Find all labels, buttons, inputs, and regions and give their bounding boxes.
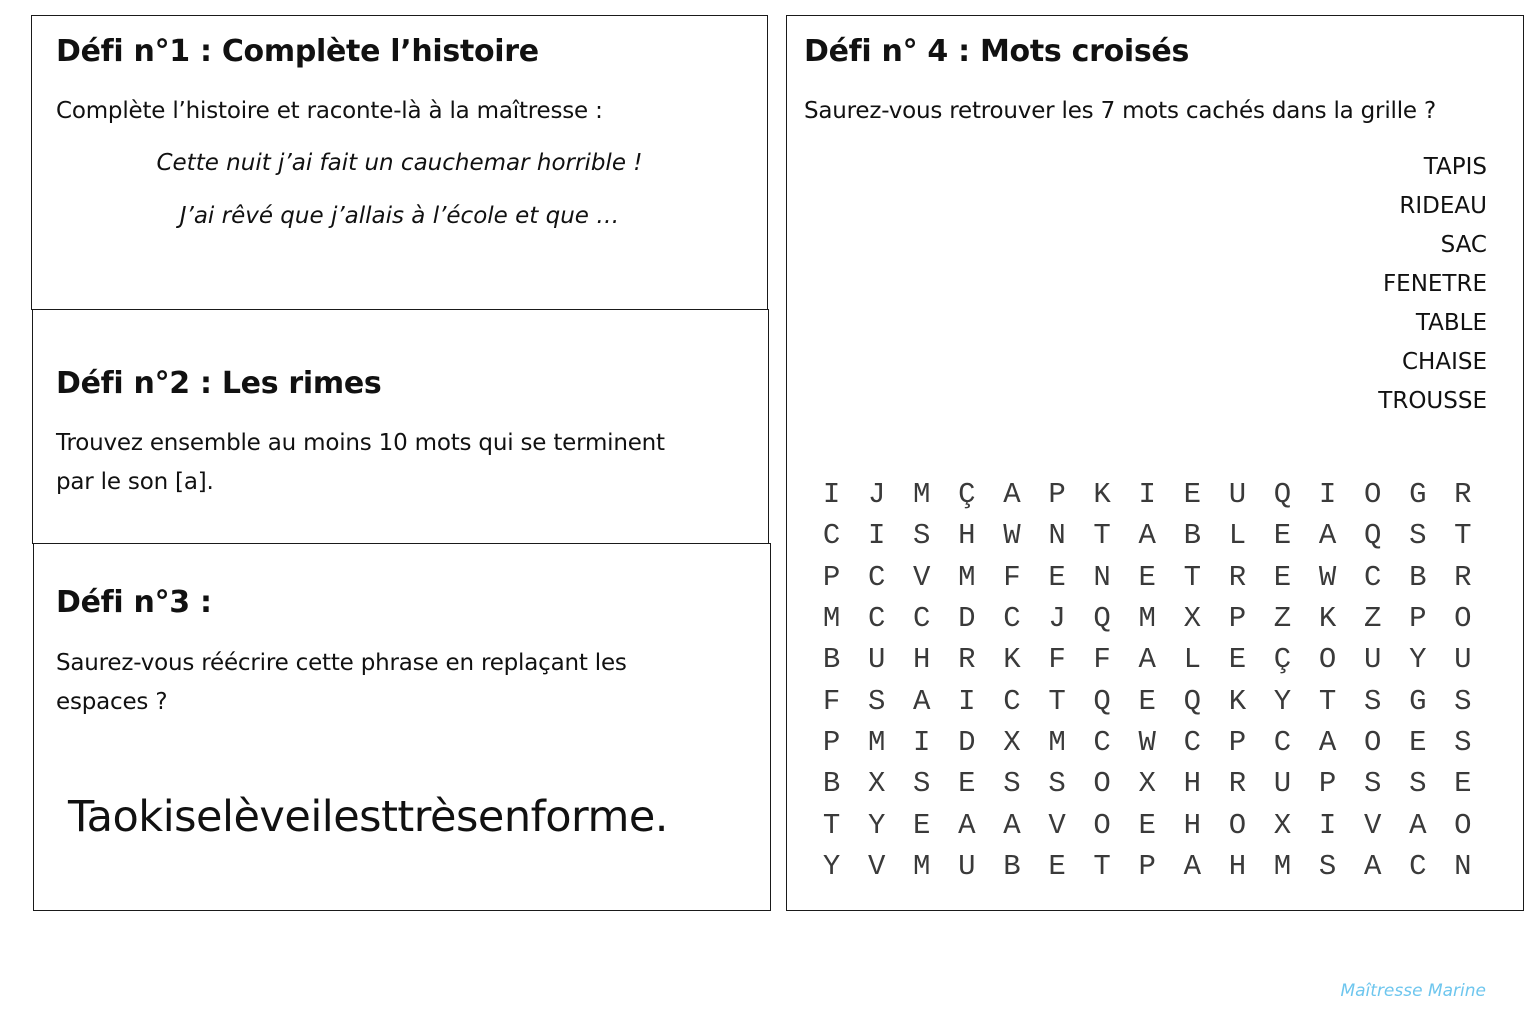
- grid-cell: E: [1048, 560, 1066, 594]
- grid-cell: R: [1228, 767, 1247, 801]
- grid-cell: O: [1093, 808, 1111, 842]
- hidden-word: TROUSSE: [1378, 388, 1487, 414]
- defi-3-card: [33, 543, 771, 911]
- grid-cell: O: [1093, 767, 1111, 801]
- grid-cell: J: [867, 478, 886, 512]
- grid-cell: E: [1228, 643, 1247, 677]
- grid-cell: C: [1363, 560, 1382, 594]
- grid-cell: F: [1048, 643, 1066, 677]
- grid-cell: E: [1138, 560, 1156, 594]
- grid-cell: V: [1048, 808, 1066, 842]
- grid-cell: S: [867, 684, 886, 718]
- grid-cell: S: [1409, 767, 1427, 801]
- grid-cell: W: [1138, 725, 1156, 759]
- grid-cell: T: [1183, 560, 1201, 594]
- grid-cell: A: [1138, 519, 1156, 553]
- grid-cell: M: [822, 602, 841, 636]
- grid-cell: T: [1318, 684, 1337, 718]
- grid-cell: H: [958, 519, 976, 553]
- defi-1-card: [31, 15, 768, 310]
- grid-cell: L: [1228, 519, 1247, 553]
- grid-cell: Q: [1363, 519, 1382, 553]
- defi-4-card: [786, 15, 1524, 911]
- grid-cell: S: [1409, 519, 1427, 553]
- grid-cell: O: [1454, 808, 1472, 842]
- defi-1-story-line-2: J’ai rêvé que j’allais à l’école et que …: [179, 203, 620, 229]
- grid-cell: B: [1409, 560, 1427, 594]
- grid-cell: U: [958, 849, 976, 883]
- grid-cell: H: [1183, 808, 1201, 842]
- grid-cell: E: [958, 767, 976, 801]
- grid-cell: E: [1273, 560, 1292, 594]
- grid-cell: C: [1183, 725, 1201, 759]
- grid-cell: A: [1183, 849, 1201, 883]
- grid-cell: P: [1318, 767, 1337, 801]
- word-search-grid: [809, 474, 1485, 887]
- hidden-word: FENETRE: [1382, 271, 1487, 297]
- defi-3-line-2: espaces ?: [56, 689, 168, 715]
- grid-cell: A: [958, 808, 976, 842]
- defi-2-line-1: Trouvez ensemble au moins 10 mots qui se terminent: [56, 430, 665, 456]
- grid-cell: C: [1273, 725, 1292, 759]
- grid-cell: V: [1363, 808, 1382, 842]
- grid-row: [809, 722, 1485, 763]
- defi-3-title: Défi n°3 :: [56, 585, 212, 620]
- grid-cell: U: [1454, 643, 1472, 677]
- grid-cell: B: [1003, 849, 1021, 883]
- grid-row: [809, 557, 1485, 598]
- hidden-words-list: [1378, 148, 1487, 421]
- grid-cell: N: [1093, 560, 1111, 594]
- grid-cell: Y: [1409, 643, 1427, 677]
- grid-cell: R: [1454, 478, 1472, 512]
- grid-cell: M: [1138, 602, 1156, 636]
- grid-cell: W: [1318, 560, 1337, 594]
- grid-cell: I: [1318, 808, 1337, 842]
- grid-cell: M: [913, 478, 931, 512]
- grid-cell: P: [1138, 849, 1156, 883]
- grid-cell: F: [822, 684, 841, 718]
- defi-3-line-1: Saurez-vous réécrire cette phrase en replaçant les: [56, 650, 627, 676]
- grid-row: [809, 639, 1485, 680]
- grid-cell: K: [1093, 478, 1111, 512]
- grid-cell: A: [1409, 808, 1427, 842]
- grid-cell: H: [1183, 767, 1201, 801]
- grid-cell: Ç: [958, 478, 976, 512]
- grid-cell: I: [958, 684, 976, 718]
- grid-cell: Q: [1273, 478, 1292, 512]
- grid-cell: V: [867, 849, 886, 883]
- grid-cell: I: [867, 519, 886, 553]
- grid-cell: E: [1138, 808, 1156, 842]
- grid-cell: B: [822, 767, 841, 801]
- grid-cell: E: [1138, 684, 1156, 718]
- grid-cell: C: [867, 602, 886, 636]
- grid-cell: X: [1183, 602, 1201, 636]
- grid-cell: Y: [1273, 684, 1292, 718]
- grid-cell: B: [1183, 519, 1201, 553]
- grid-cell: R: [1454, 560, 1472, 594]
- grid-cell: I: [822, 478, 841, 512]
- grid-cell: T: [1093, 519, 1111, 553]
- grid-cell: C: [1003, 684, 1021, 718]
- grid-cell: R: [958, 643, 976, 677]
- grid-cell: A: [1138, 643, 1156, 677]
- grid-cell: P: [822, 560, 841, 594]
- grid-row: [809, 804, 1485, 845]
- grid-cell: P: [1228, 602, 1247, 636]
- grid-cell: E: [1273, 519, 1292, 553]
- grid-cell: S: [1454, 725, 1472, 759]
- grid-cell: M: [1273, 849, 1292, 883]
- grid-cell: D: [958, 725, 976, 759]
- grid-cell: A: [913, 684, 931, 718]
- grid-cell: I: [913, 725, 931, 759]
- grid-cell: O: [1228, 808, 1247, 842]
- grid-cell: C: [822, 519, 841, 553]
- grid-cell: Z: [1273, 602, 1292, 636]
- grid-cell: C: [1409, 849, 1427, 883]
- grid-cell: U: [867, 643, 886, 677]
- grid-cell: C: [1003, 602, 1021, 636]
- grid-cell: U: [1228, 478, 1247, 512]
- grid-cell: T: [1093, 849, 1111, 883]
- grid-row: [809, 474, 1485, 515]
- grid-cell: R: [1228, 560, 1247, 594]
- grid-cell: K: [1228, 684, 1247, 718]
- grid-cell: T: [1454, 519, 1472, 553]
- grid-cell: X: [1273, 808, 1292, 842]
- grid-cell: S: [1003, 767, 1021, 801]
- grid-cell: T: [822, 808, 841, 842]
- grid-cell: J: [1048, 602, 1066, 636]
- grid-cell: I: [1318, 478, 1337, 512]
- hidden-word: SAC: [1440, 232, 1487, 258]
- grid-cell: M: [958, 560, 976, 594]
- hidden-word: TABLE: [1415, 310, 1487, 336]
- author-credit: Maîtresse Marine: [1340, 981, 1486, 1001]
- defi-4-instruction: Saurez-vous retrouver les 7 mots cachés dans la grille ?: [804, 98, 1436, 124]
- grid-cell: E: [1183, 478, 1201, 512]
- hidden-word: CHAISE: [1401, 349, 1487, 375]
- grid-cell: M: [1048, 725, 1066, 759]
- grid-cell: O: [1363, 725, 1382, 759]
- grid-cell: C: [1093, 725, 1111, 759]
- grid-cell: O: [1318, 643, 1337, 677]
- grid-cell: Q: [1183, 684, 1201, 718]
- grid-cell: P: [1228, 725, 1247, 759]
- grid-cell: A: [1318, 519, 1337, 553]
- grid-cell: P: [1048, 478, 1066, 512]
- grid-cell: S: [1363, 684, 1382, 718]
- grid-cell: X: [1003, 725, 1021, 759]
- grid-cell: A: [1003, 478, 1021, 512]
- defi-2-line-2: par le son [a].: [56, 469, 214, 495]
- grid-cell: O: [1363, 478, 1382, 512]
- grid-row: [809, 680, 1485, 721]
- grid-cell: K: [1318, 602, 1337, 636]
- grid-cell: Ç: [1273, 643, 1292, 677]
- grid-cell: Q: [1093, 602, 1111, 636]
- grid-cell: W: [1003, 519, 1021, 553]
- hidden-word: RIDEAU: [1399, 193, 1487, 219]
- hidden-word: TAPIS: [1423, 154, 1487, 180]
- grid-cell: O: [1454, 602, 1472, 636]
- grid-cell: N: [1048, 519, 1066, 553]
- grid-cell: Z: [1363, 602, 1382, 636]
- grid-cell: U: [1273, 767, 1292, 801]
- defi-1-story-line-1: Cette nuit j’ai fait un cauchemar horrible !: [156, 150, 643, 176]
- grid-cell: E: [1409, 725, 1427, 759]
- grid-cell: A: [1003, 808, 1021, 842]
- defi-3-scrambled-sentence: Taokiselèveilesttrèsenforme.: [68, 792, 668, 842]
- grid-cell: E: [1048, 849, 1066, 883]
- grid-cell: B: [822, 643, 841, 677]
- grid-cell: K: [1003, 643, 1021, 677]
- grid-cell: N: [1454, 849, 1472, 883]
- grid-cell: C: [913, 602, 931, 636]
- grid-cell: M: [867, 725, 886, 759]
- grid-cell: D: [958, 602, 976, 636]
- defi-2-card: [32, 309, 769, 544]
- grid-cell: I: [1138, 478, 1156, 512]
- grid-cell: M: [913, 849, 931, 883]
- grid-cell: S: [1363, 767, 1382, 801]
- grid-cell: H: [1228, 849, 1247, 883]
- grid-cell: S: [913, 767, 931, 801]
- grid-cell: X: [867, 767, 886, 801]
- grid-cell: F: [1003, 560, 1021, 594]
- grid-row: [809, 763, 1485, 804]
- grid-cell: Y: [822, 849, 841, 883]
- grid-cell: G: [1409, 478, 1427, 512]
- grid-cell: S: [1454, 684, 1472, 718]
- grid-cell: F: [1093, 643, 1111, 677]
- grid-cell: Y: [867, 808, 886, 842]
- grid-cell: P: [1409, 602, 1427, 636]
- grid-cell: X: [1138, 767, 1156, 801]
- defi-4-title: Défi n° 4 : Mots croisés: [804, 34, 1190, 69]
- grid-cell: H: [913, 643, 931, 677]
- grid-cell: S: [913, 519, 931, 553]
- grid-row: [809, 515, 1485, 556]
- grid-cell: U: [1363, 643, 1382, 677]
- grid-cell: E: [913, 808, 931, 842]
- grid-cell: A: [1363, 849, 1382, 883]
- defi-1-instruction: Complète l’histoire et raconte-là à la maîtresse :: [56, 98, 603, 124]
- grid-row: [809, 598, 1485, 639]
- grid-cell: C: [867, 560, 886, 594]
- grid-cell: Q: [1093, 684, 1111, 718]
- grid-cell: S: [1318, 849, 1337, 883]
- grid-cell: T: [1048, 684, 1066, 718]
- grid-cell: A: [1318, 725, 1337, 759]
- defi-2-title: Défi n°2 : Les rimes: [56, 366, 382, 401]
- grid-cell: S: [1048, 767, 1066, 801]
- grid-cell: P: [822, 725, 841, 759]
- grid-cell: E: [1454, 767, 1472, 801]
- grid-row: [809, 846, 1485, 887]
- grid-cell: G: [1409, 684, 1427, 718]
- defi-1-title: Défi n°1 : Complète l’histoire: [56, 34, 539, 69]
- grid-cell: L: [1183, 643, 1201, 677]
- grid-cell: V: [913, 560, 931, 594]
